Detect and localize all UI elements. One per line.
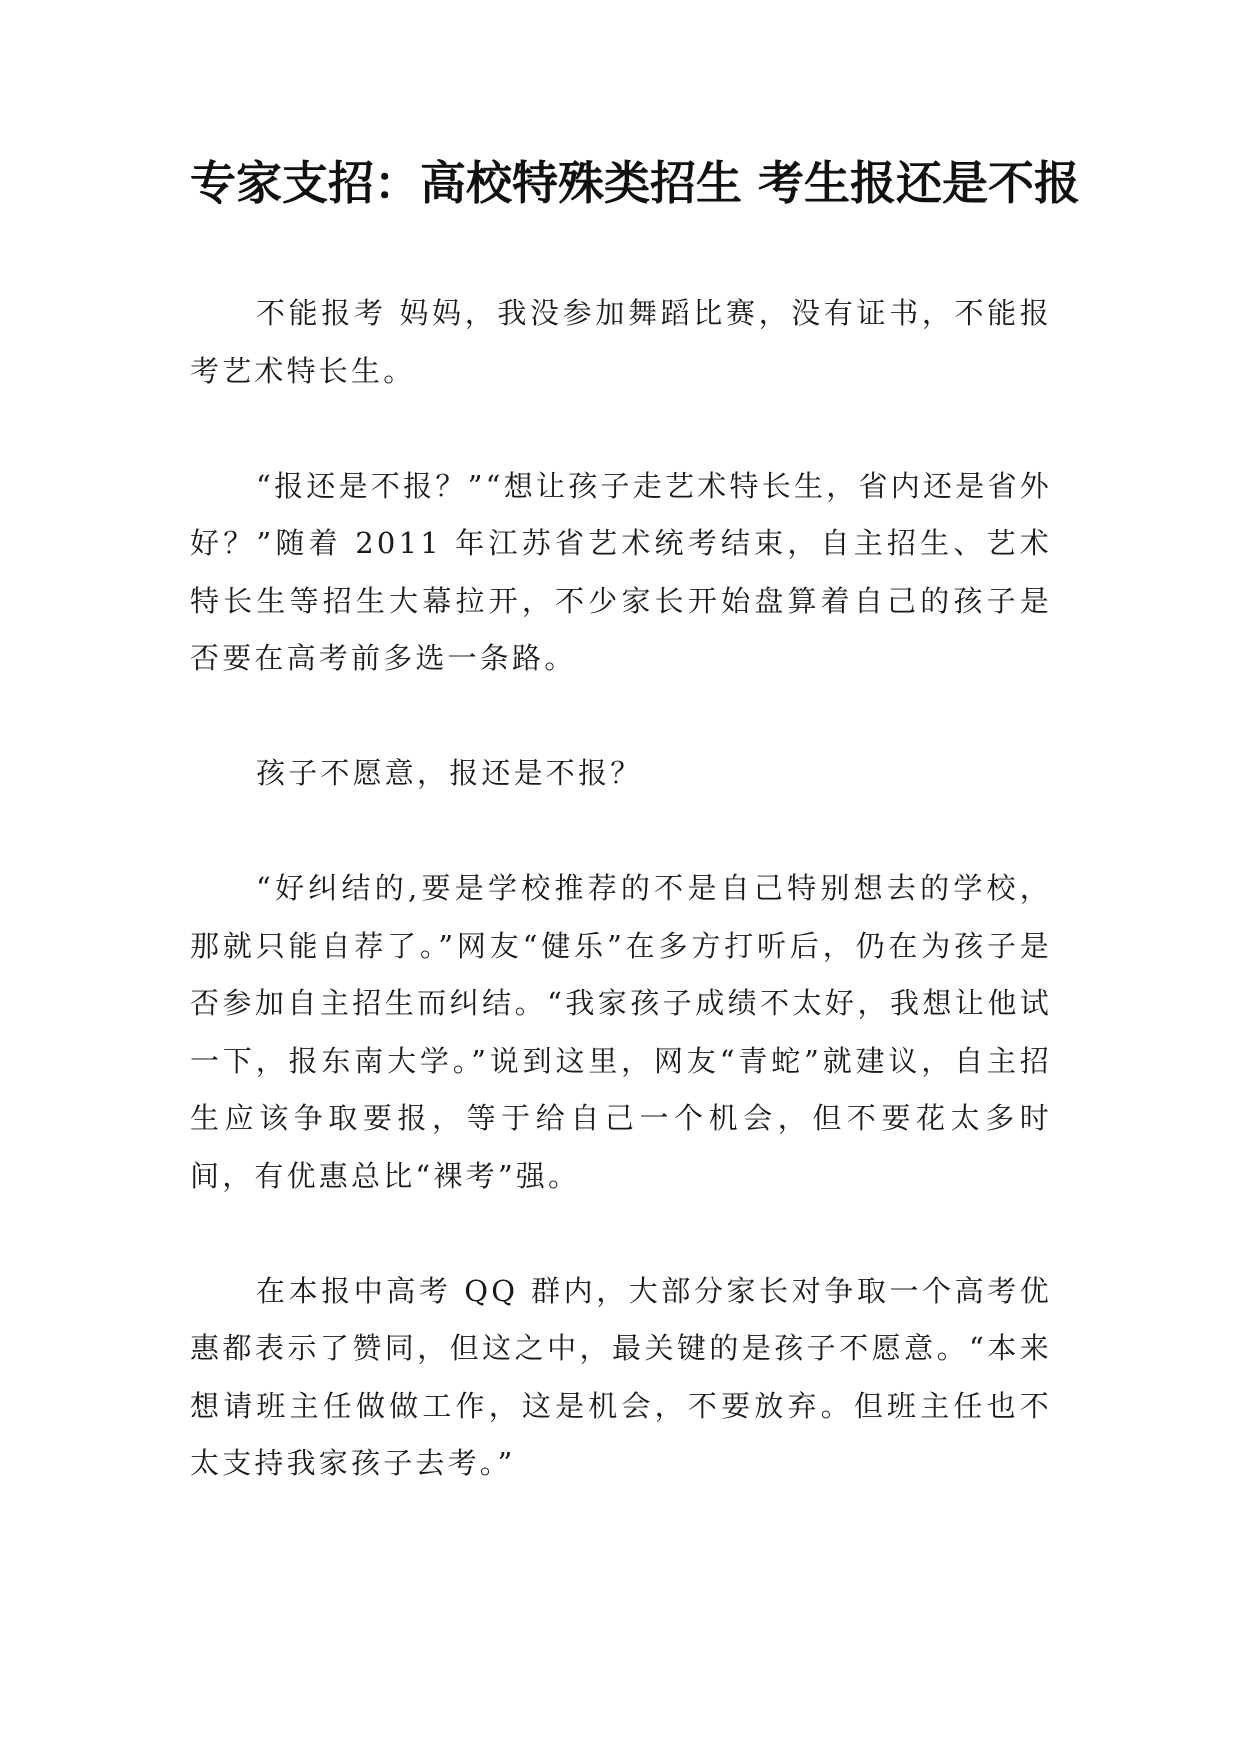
paragraph-qq-group: 在本报中高考 QQ 群内，大部分家长对争取一个高考优惠都表示了赞同，但这之中，最关键的是孩子不愿意。“本来想请班主任做做工作，这是机会，不要放弃。但班主任也不太支持我家孩子去考。” <box>190 1273 1052 1480</box>
paragraph-apply-or-not: “报还是不报？”“想让孩子走艺术特长生，省内还是省外好？”随着 2011 年江苏省艺术统考结束，自主招生、艺术特长生等招生大幕拉开，不少家长开始盘算着自己的孩子是否要在高考前多选一条路。 <box>190 468 1052 675</box>
article-title: 专家支招：高校特殊类招生 考生报还是不报 <box>190 156 1081 210</box>
article-body <box>190 285 1052 1550</box>
paragraph-cannot-apply: 不能报考 妈妈，我没参加舞蹈比赛，没有证书，不能报考艺术特长生。 <box>190 296 1052 388</box>
paragraph-child-unwilling: 孩子不愿意，报还是不报？ <box>256 756 643 790</box>
paragraph-netizen-views: “好纠结的,要是学校推荐的不是自己特别想去的学校，那就只能自荐了。”网友“健乐”在多方打听后，仍在为孩子是否参加自主招生而纠结。“我家孩子成绩不太好，我想让他试一下，报东南大学。”说到这里，网友“青蛇”就建议，自主招生应该争取要报，等于给自己一个机会，但不要花太多时间，有优惠总比“裸考”强。 <box>190 871 1052 1193</box>
